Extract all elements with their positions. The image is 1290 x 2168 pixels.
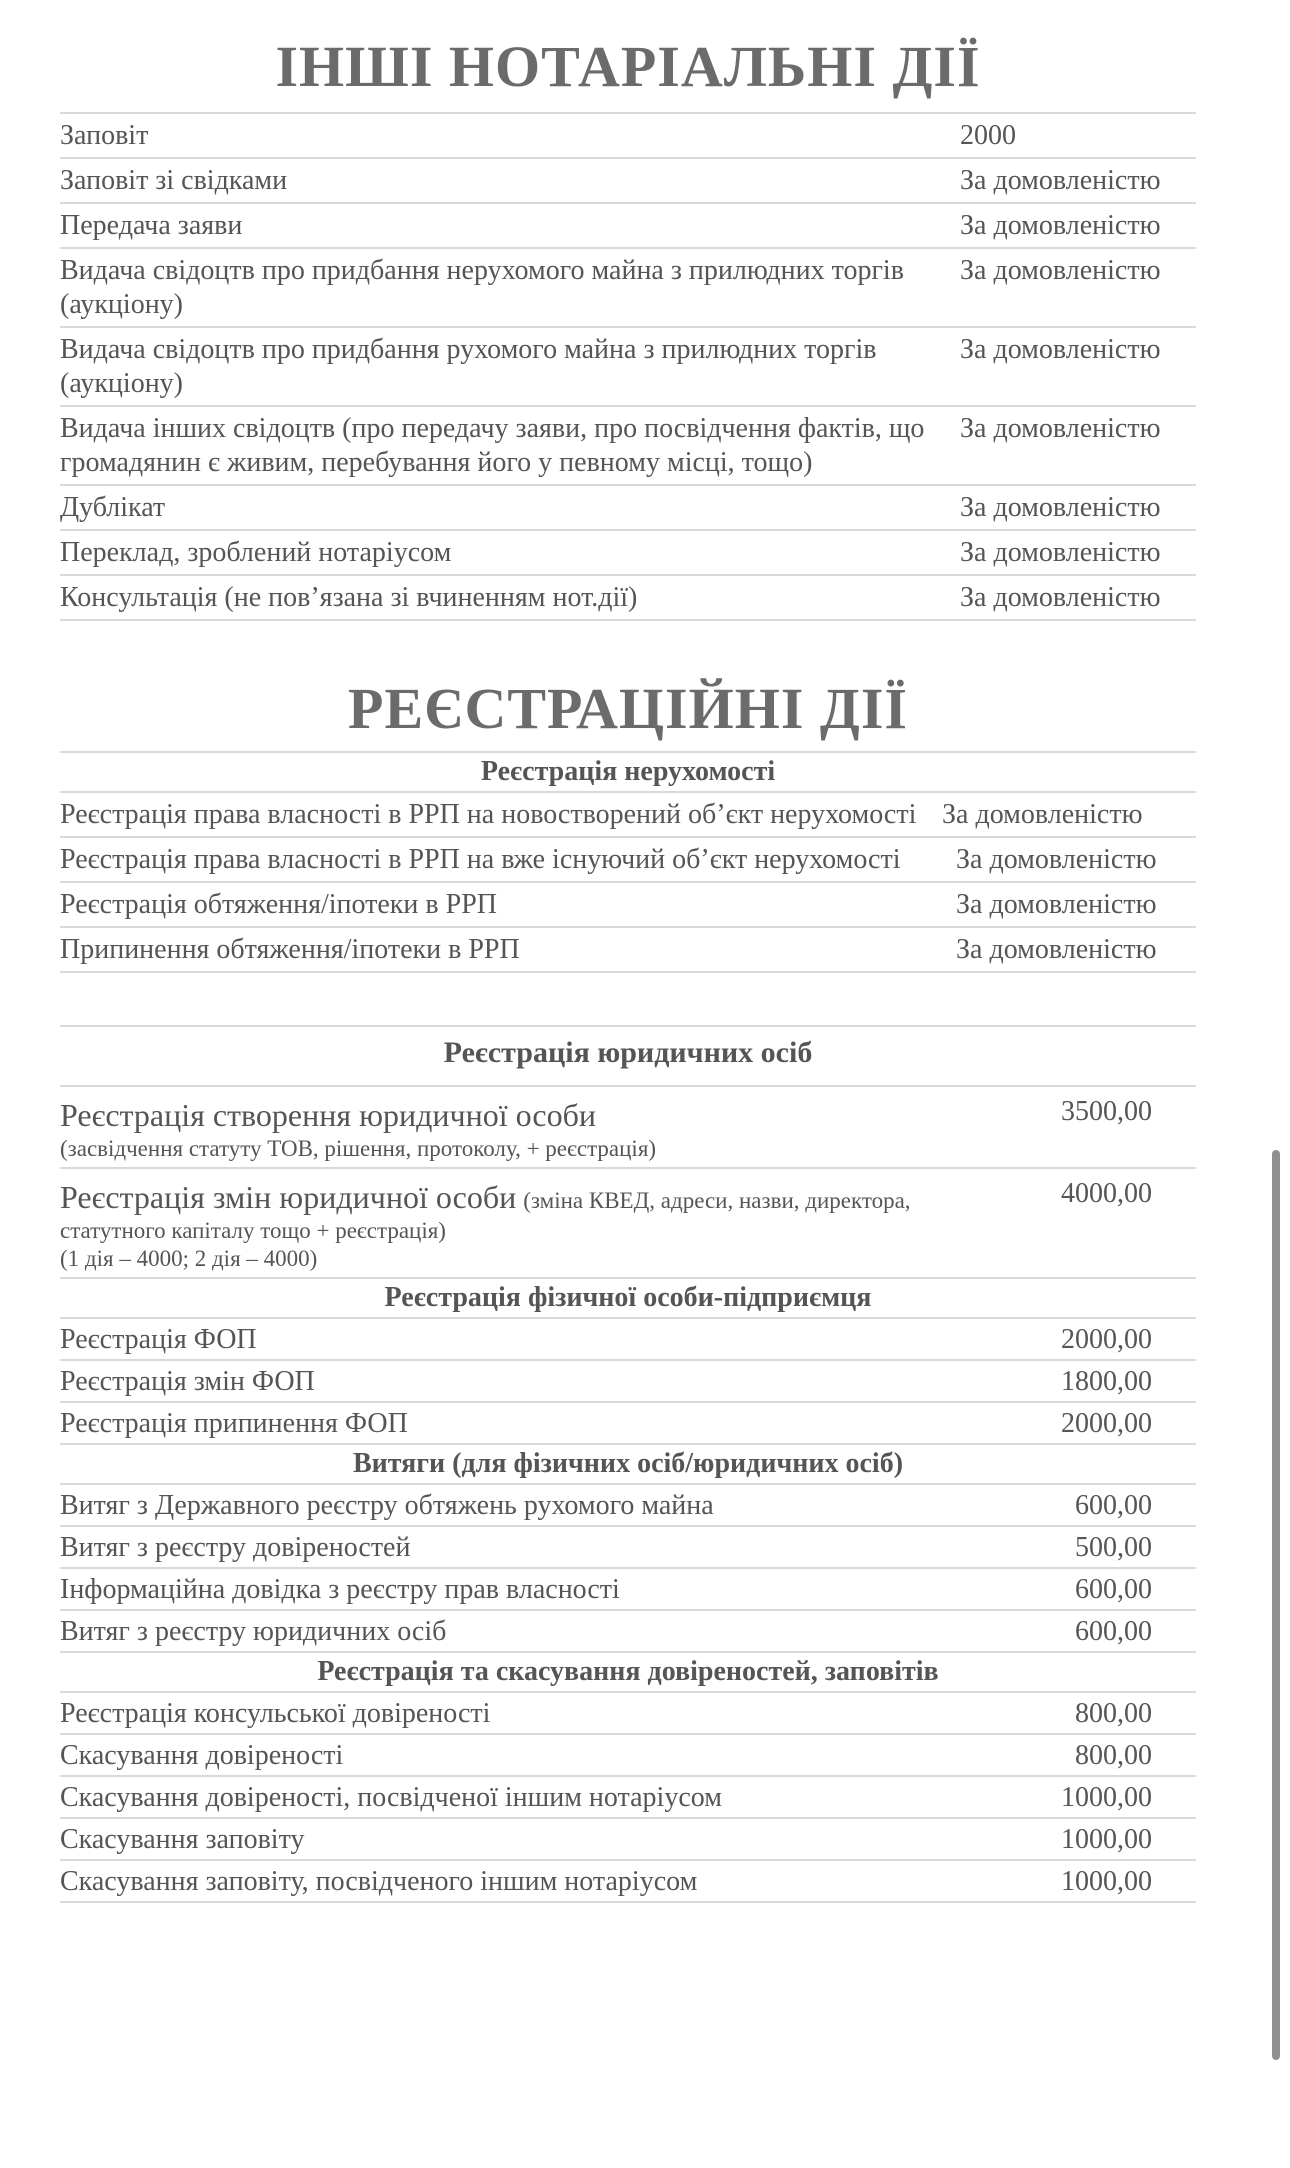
section-title-notarial: ІНШІ НОТАРІАЛЬНІ ДІЇ [275,34,981,99]
service-name: Припинення обтяження/іпотеки в РРП [60,934,520,965]
service-price: 2000,00 [1061,1324,1152,1355]
spacer-row [60,973,1196,1027]
service-name: Видача свідоцтв про придбання рухомого майна з прилюдних торгів (аукціону) [60,334,877,399]
service-price: 3500,00 [1061,1096,1152,1127]
table-row [60,576,1196,621]
table-row [60,1735,1196,1777]
service-price: За домовленістю [960,255,1161,286]
table-row [60,1169,1196,1279]
service-price: 1000,00 [1061,1782,1152,1813]
service-price: 1000,00 [1061,1824,1152,1855]
service-name: Реєстрація створення юридичної особи [60,1097,597,1133]
service-name: Витяг з реєстру юридичних осіб [60,1616,447,1647]
service-price: За домовленістю [960,537,1161,568]
section-title-registration: РЕЄСТРАЦІЙНІ ДІЇ [348,676,908,741]
table-row [60,204,1196,249]
service-name: Передача заяви [60,210,243,241]
table-row [60,1861,1196,1903]
service-name: Скасування довіреності, посвідченої іншим нотаріусом [60,1782,722,1813]
subheading-realty: Реєстрація нерухомості [60,753,1196,793]
service-note: (1 дія – 4000; 2 дія – 4000) [60,1246,318,1271]
service-price: За домовленістю [960,413,1161,444]
service-price: За домовленістю [960,582,1161,613]
service-price: 600,00 [1075,1490,1152,1521]
service-price: За домовленістю [960,492,1161,523]
table-row [60,407,1196,486]
service-name: Інформаційна довідка з реєстру прав власності [60,1574,620,1605]
service-price: За домовленістю [956,934,1157,965]
table-row [60,531,1196,576]
service-name: Витяг з реєстру довіреностей [60,1532,411,1563]
service-price: 2000,00 [1061,1408,1152,1439]
scrollbar[interactable] [1272,1150,1280,2060]
notarial-table [60,114,1196,621]
service-name: Реєстрація припинення ФОП [60,1408,408,1439]
service-price: За домовленістю [942,799,1143,830]
subheading-poa: Реєстрація та скасування довіреностей, заповітів [60,1653,1196,1693]
table-row [60,486,1196,531]
service-price: За домовленістю [960,334,1161,365]
table-row [60,1527,1196,1569]
table-row [60,1361,1196,1403]
service-price: 800,00 [1075,1740,1152,1771]
service-price: 500,00 [1075,1532,1152,1563]
service-note: статутного капіталу тощо + реєстрація) [60,1218,446,1243]
table-row [60,1569,1196,1611]
table-row [60,1403,1196,1445]
service-note: (засвідчення статуту ТОВ, рішення, протоколу, + реєстрація) [60,1136,657,1161]
service-price: 4000,00 [1061,1178,1152,1209]
table-row [60,1693,1196,1735]
table-row [60,1611,1196,1653]
table-row [60,838,1196,883]
price-list-page [60,0,1196,1903]
service-price: 2000 [960,120,1016,151]
service-note-inline: (зміна КВЕД, адреси, назви, директора, [523,1188,911,1213]
registration-table [60,1027,1196,1903]
table-row [60,114,1196,159]
service-price: 1800,00 [1061,1366,1152,1397]
subheading-fop: Реєстрація фізичної особи-підприємця [60,1279,1196,1319]
table-row [60,249,1196,328]
service-name: Консультація (не пов’язана зі вчиненням нот.дії) [60,582,638,613]
subheading-legal-entities: Реєстрація юридичних осіб [60,1027,1196,1087]
table-row [60,883,1196,928]
table-row [60,159,1196,204]
service-name: Реєстрація консульської довіреності [60,1698,491,1729]
service-price: 600,00 [1075,1574,1152,1605]
service-price: 600,00 [1075,1616,1152,1647]
subheading-extracts: Витяги (для фізичних осіб/юридичних осіб) [60,1445,1196,1485]
service-price: За домовленістю [960,165,1161,196]
service-price: За домовленістю [956,844,1157,875]
table-row [60,1319,1196,1361]
table-row [60,928,1196,973]
service-name: Видача інших свідоцтв (про передачу заяви, про посвідчення фактів, що громадянин є живим, перебування його у певному місці, тощо) [60,413,925,478]
service-name: Заповіт [60,120,149,151]
service-name: Реєстрація права власності в РРП на новостворений об’єкт нерухомості [60,799,917,830]
service-name: Скасування заповіту [60,1824,305,1855]
service-name: Реєстрація права власності в РРП на вже існуючий об’єкт нерухомості [60,844,901,875]
service-name: Реєстрація обтяження/іпотеки в РРП [60,889,497,920]
service-price: 1000,00 [1061,1866,1152,1897]
service-name: Переклад, зроблений нотаріусом [60,537,452,568]
table-row [60,1777,1196,1819]
service-name: Реєстрація змін юридичної особи [60,1179,517,1215]
service-name: Дублікат [60,492,166,523]
service-price: За домовленістю [960,210,1161,241]
service-price: 800,00 [1075,1698,1152,1729]
table-row [60,328,1196,407]
table-row [60,1819,1196,1861]
service-name: Скасування довіреності [60,1740,344,1771]
service-price: За домовленістю [956,889,1157,920]
table-row [60,1485,1196,1527]
realty-table [60,753,1196,973]
service-name: Скасування заповіту, посвідченого іншим нотаріусом [60,1866,698,1897]
service-name: Витяг з Державного реєстру обтяжень рухомого майна [60,1490,714,1521]
service-name: Заповіт зі свідками [60,165,288,196]
service-name: Реєстрація змін ФОП [60,1366,315,1397]
table-row [60,793,1196,838]
service-name: Видача свідоцтв про придбання нерухомого майна з прилюдних торгів (аукціону) [60,255,904,320]
service-name: Реєстрація ФОП [60,1324,257,1355]
table-row [60,1087,1196,1169]
